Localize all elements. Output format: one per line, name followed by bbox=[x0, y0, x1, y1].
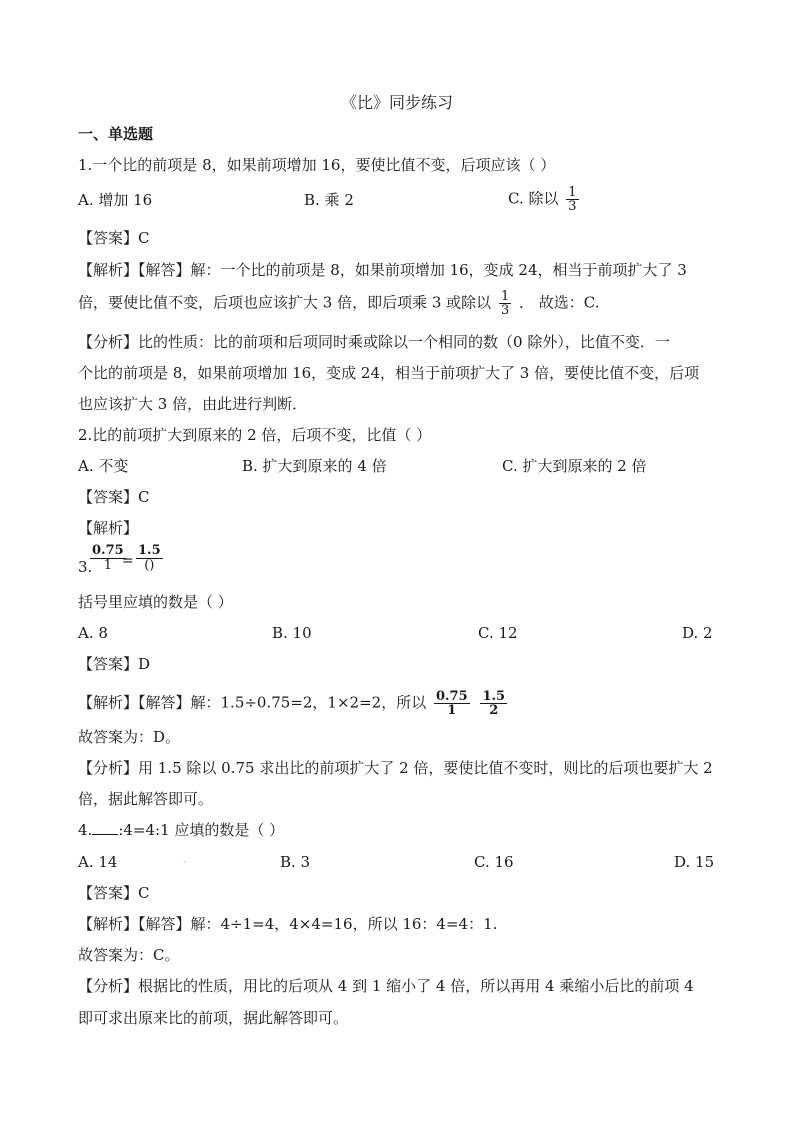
fraction-denominator: 3 bbox=[568, 199, 577, 214]
q1-reasoning-line-3: 也应该扩大 3 倍，由此进行判断． bbox=[78, 395, 308, 413]
q1-option-a: A. 增加 16 bbox=[78, 191, 153, 209]
q3-option-a: A. 8 bbox=[78, 624, 108, 642]
q2-option-a: A. 不变 bbox=[78, 457, 129, 475]
q3-number: 3. bbox=[78, 558, 93, 576]
q2-option-c: C. 扩大到原来的 2 倍 bbox=[502, 457, 647, 475]
q3-stem: 括号里应填的数是（ ） bbox=[78, 593, 233, 611]
q3-option-d: D. 2 bbox=[682, 624, 713, 642]
q3-conclusion: 故答案为：D。 bbox=[78, 728, 181, 746]
fraction-denominator: 2 bbox=[489, 703, 499, 718]
q3-option-c: C. 12 bbox=[478, 624, 518, 642]
q4-option-a: A. 14 bbox=[78, 853, 118, 871]
q4-option-b: B. 3 bbox=[280, 853, 311, 871]
q4-stem bbox=[78, 820, 284, 840]
q4-reasoning-line-1: 【分析】根据比的性质，用比的后项从 4 到 1 缩小了 4 倍，所以再用 4 乘缩小后比的前项 4 bbox=[78, 977, 694, 995]
fraction-numerator: 1 bbox=[500, 289, 510, 304]
fraction-numerator: 0.75 bbox=[435, 689, 468, 704]
stray-mark: · bbox=[183, 858, 186, 867]
q3-analysis bbox=[78, 690, 510, 717]
q3-reasoning-line-2: 倍，据此解答即可。 bbox=[78, 790, 214, 808]
q1-option-c-text: C. 除以 bbox=[508, 189, 559, 208]
q1-analysis-line-1: 【解析】【解答】解：一个比的前项是 8，如果前项增加 16，变成 24，相当于前项扩大了 3 bbox=[78, 261, 687, 279]
q1-analysis-text: 倍，要使比值不变，后项也应该扩大 3 倍，即后项乘 3 或除以 bbox=[78, 293, 492, 312]
q4-answer: 【答案】C bbox=[78, 884, 150, 902]
fraction-denominator: 1 bbox=[103, 558, 112, 573]
q3-analysis-fraction-2 bbox=[480, 690, 507, 717]
q1-answer: 【答案】C bbox=[78, 229, 150, 247]
q1-option-c-fraction bbox=[566, 186, 578, 213]
equals-sign: = bbox=[122, 553, 134, 569]
q1-analysis-line-2 bbox=[78, 290, 600, 317]
fraction-denominator: 1 bbox=[447, 703, 457, 718]
q4-stem-text: :4=4:1 应填的数是（ ） bbox=[118, 821, 285, 839]
fraction-denominator: () bbox=[144, 558, 155, 573]
q3-fraction-right bbox=[136, 544, 163, 573]
q1-reasoning-line-1: 【分析】比的性质：比的前项和后项同时乘或除以一个相同的数（0 除外），比值不变．一 bbox=[78, 333, 670, 351]
q4-analysis: 【解析】【解答】解：4÷1=4，4×4=16，所以 16：4=4：1. bbox=[78, 915, 498, 933]
q3-answer: 【答案】D bbox=[78, 655, 151, 673]
section-heading: 一、单选题 bbox=[78, 125, 154, 143]
fraction-numerator: 1.5 bbox=[482, 689, 506, 704]
fraction-numerator: 1.5 bbox=[138, 543, 161, 558]
fraction-numerator: 1 bbox=[568, 185, 577, 200]
q1-option-c bbox=[508, 186, 582, 213]
q1-analysis-fraction bbox=[499, 290, 511, 317]
q4-blank bbox=[92, 820, 118, 835]
q1-stem: 1.一个比的前项是 8，如果前项增加 16，要使比值不变，后项应该（ ） bbox=[78, 156, 556, 174]
q1-analysis-text-end: ． 故选：C. bbox=[519, 293, 600, 312]
q2-stem: 2.比的前项扩大到原来的 2 倍，后项不变，比值（ ） bbox=[78, 426, 432, 444]
q2-option-b: B. 扩大到原来的 4 倍 bbox=[242, 457, 387, 475]
fraction-numerator: 0.75 bbox=[92, 543, 124, 558]
q3-fraction-left bbox=[90, 544, 126, 573]
fraction-denominator: 3 bbox=[500, 303, 510, 318]
q3-option-b: B. 10 bbox=[272, 624, 312, 642]
q4-option-d: D. 15 bbox=[674, 853, 715, 871]
q1-reasoning-line-2: 个比的前项是 8，如果前项增加 16，变成 24，相当于前项扩大了 3 倍，要使比值不变，后项 bbox=[78, 364, 700, 382]
q4-option-c: C. 16 bbox=[474, 853, 514, 871]
q3-reasoning-line-1: 【分析】用 1.5 除以 0.75 求出比的前项扩大了 2 倍，要使比值不变时，则比的后项也要扩大 2 bbox=[78, 759, 713, 777]
q3-analysis-fraction-1 bbox=[434, 690, 470, 717]
q3-analysis-text: 【解析】【解答】解：1.5÷0.75=2，1×2=2，所以 bbox=[78, 693, 427, 712]
q1-option-b: B. 乘 2 bbox=[304, 191, 354, 209]
q4-reasoning-line-2: 即可求出原来比的前项，据此解答即可。 bbox=[78, 1009, 349, 1027]
q4-number: 4. bbox=[78, 821, 93, 839]
q2-analysis: 【解析】 bbox=[78, 519, 139, 537]
page-title: 《比》同步练习 bbox=[340, 93, 453, 112]
q4-conclusion: 故答案为：C。 bbox=[78, 946, 180, 964]
q2-answer: 【答案】C bbox=[78, 488, 150, 506]
